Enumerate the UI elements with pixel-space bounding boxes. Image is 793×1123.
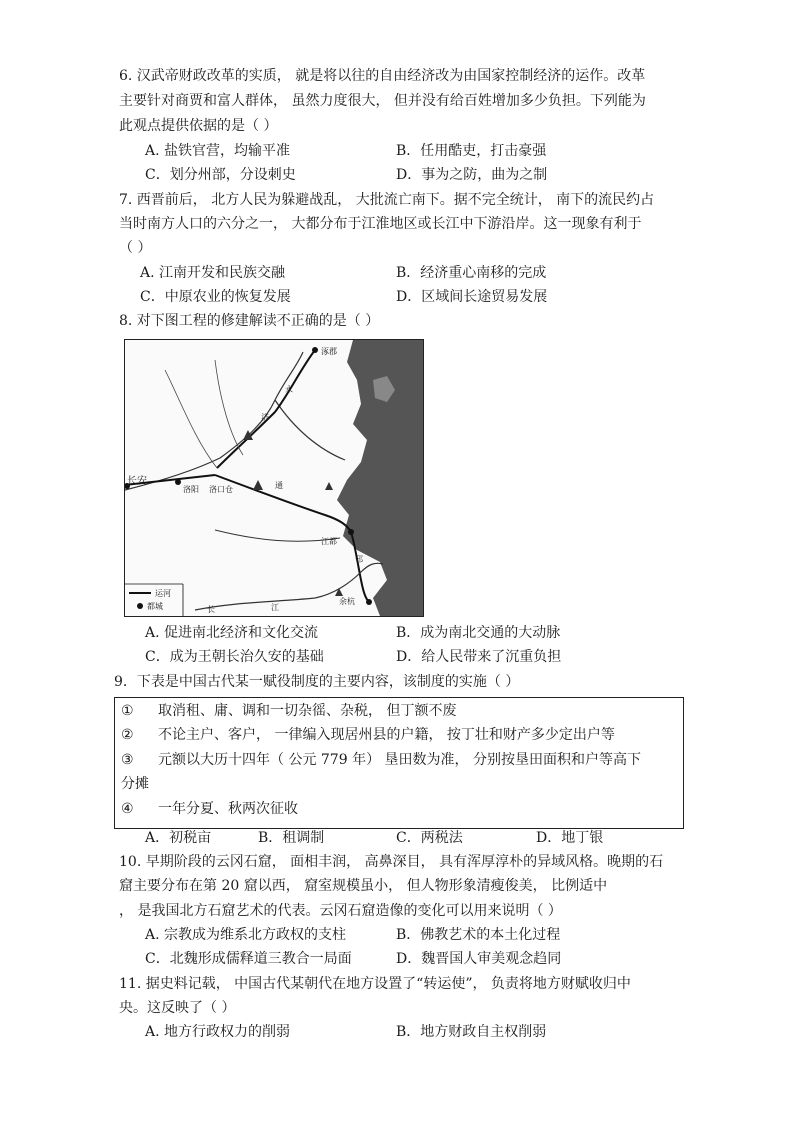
q6-line-2: 主要针对商贾和富人群体， 虽然力度很大， 但并没有给百姓增加多少负担。下列能为 [119,93,646,109]
q7-option-c[interactable]: C．中原农业的恢复发展 [140,289,291,305]
q8-option-b[interactable]: B．成为南北交通的大动脉 [396,625,561,641]
label-jiang: 江 [271,603,279,612]
q9-option-c[interactable]: C．两税法 [396,830,463,846]
q10-option-a[interactable]: A. 宗教成为维系北方政权的支柱 [145,927,347,943]
yuhang-marker [366,599,372,605]
label-changan: 长安 [127,476,147,487]
grand-canal-map [124,339,424,617]
table-row-4-num: ④ [121,801,134,817]
table-row-3-cont: 分摊 [121,776,149,792]
tributary [215,360,243,455]
jiangdu-marker [348,529,354,535]
q9-line-1: 9．下表是中国古代某一赋役制度的主要内容，该制度的实施（ ） [114,674,520,690]
q11-option-a[interactable]: A. 地方行政权力的削弱 [145,1024,291,1040]
q7-line-3: （ ） [119,240,152,256]
label-tong: 通 [275,481,283,490]
label-luoyang: 洛阳 [183,485,199,494]
legend-city-label: 都城 [147,602,163,611]
yellow-river [125,352,303,490]
river-branch [275,400,345,460]
q6-line-3: 此观点提供依据的是（ ） [119,118,278,134]
q11-option-b[interactable]: B．地方财政自主权削弱 [396,1024,547,1040]
yongji-canal [217,350,315,468]
legend-city-marker [137,603,143,609]
q6-line-1: 6. 汉武帝财政改革的实质， 就是将以往的自由经济改为由国家控制经济的运作。改革 [119,68,646,84]
zhuo-marker [312,347,318,353]
label-jiangdu: 江都 [321,537,337,546]
table-row-2-text: 不论主户、客户， 一律编入现居州县的户籍， 按丁壮和财产多少定出户等 [158,727,615,743]
q7-option-a[interactable]: A. 江南开发和民族交融 [140,265,286,281]
q8-option-d[interactable]: D．给人民带来了沉重负担 [396,649,562,665]
q7-option-d[interactable]: D．区域间长途贸易发展 [396,289,548,305]
q8-line-1: 8. 对下图工程的修建解读不正确的是（ ） [119,313,380,329]
q10-option-b[interactable]: B．佛教艺术的本土化过程 [396,927,561,943]
q6-option-b[interactable]: B．任用酷吏，打击豪强 [396,143,547,159]
tongji-canal [215,475,351,532]
q10-line-1: 10. 早期阶段的云冈石窟， 面相丰润， 高鼻深目， 具有浑厚淳朴的异域风格。晚期的石 [119,854,664,870]
q6-option-c[interactable]: C．划分州部，分设刺史 [145,167,296,183]
label-luokou: 洛口仓 [209,485,233,494]
q6-option-d[interactable]: D．事为之防，曲为之制 [396,167,548,183]
table-row-2-num: ② [121,727,134,743]
q7-line-1: 7. 西晋前后， 北方人民为躲避战乱， 大批流亡南下。据不完全统计， 南下的流民约占 [119,192,655,208]
q10-option-c[interactable]: C．北魏形成儒释道三教合一局面 [145,951,352,967]
q8-option-a[interactable]: A. 促进南北经济和文化交流 [145,625,319,641]
q8-option-c[interactable]: C．成为王朝长治久安的基础 [145,649,324,665]
label-yuhang: 余杭 [339,597,355,606]
q10-line-2: 窟主要分布在第 20 窟以西， 窟室规模虽小， 但人物形象清瘦俊美， 比例适中 [119,878,608,894]
label-yong: 永 [285,385,293,394]
q7-line-2: 当时南方人口的六分之一， 大都分布于江淮地区或长江中下游沿岸。这一现象有利于 [119,216,642,232]
label-han: 邗 [355,555,363,564]
label-zhuo: 涿郡 [321,347,337,356]
map-figure [125,340,423,616]
q9-option-b[interactable]: B．租调制 [258,830,325,846]
label-chang: 长 [207,605,215,614]
q6-option-a[interactable]: A. 盐铁官营，均输平准 [145,143,291,159]
q10-option-d[interactable]: D．魏晋国人审美观念趋同 [396,951,562,967]
legend-canal-label: 运河 [155,589,171,598]
q11-line-2: 央。这反映了（ ） [119,1000,236,1016]
table-row-3-num: ③ [121,752,134,768]
q10-line-3: ， 是我国北方石窟艺术的代表。云冈石窟造像的变化可以用来说明（ ） [119,903,562,919]
q7-option-b[interactable]: B．经济重心南移的完成 [396,265,547,281]
table-row-1-num: ① [121,703,134,719]
q9-option-d[interactable]: D．地丁银 [536,830,604,846]
q9-option-a[interactable]: A．初税亩 [145,830,212,846]
luoyang-marker [175,479,181,485]
table-row-3-text: 元额以大历十四年（ 公元 779 年） 垦田数为准， 分别按垦田面积和户等高下 [158,752,641,768]
fen-river [165,370,217,468]
table-row-1-text: 取消租、庸、调和一切杂徭、杂税， 但丁额不废 [158,703,457,719]
mountain-symbols [243,430,343,596]
q11-line-1: 11. 据史料记载， 中国古代某朝代在地方设置了“转运使”， 负责将地方财赋收归中 [119,976,631,992]
label-ji: 济 [261,413,269,422]
table-row-4-text: 一年分夏、秋两次征收 [158,801,298,817]
